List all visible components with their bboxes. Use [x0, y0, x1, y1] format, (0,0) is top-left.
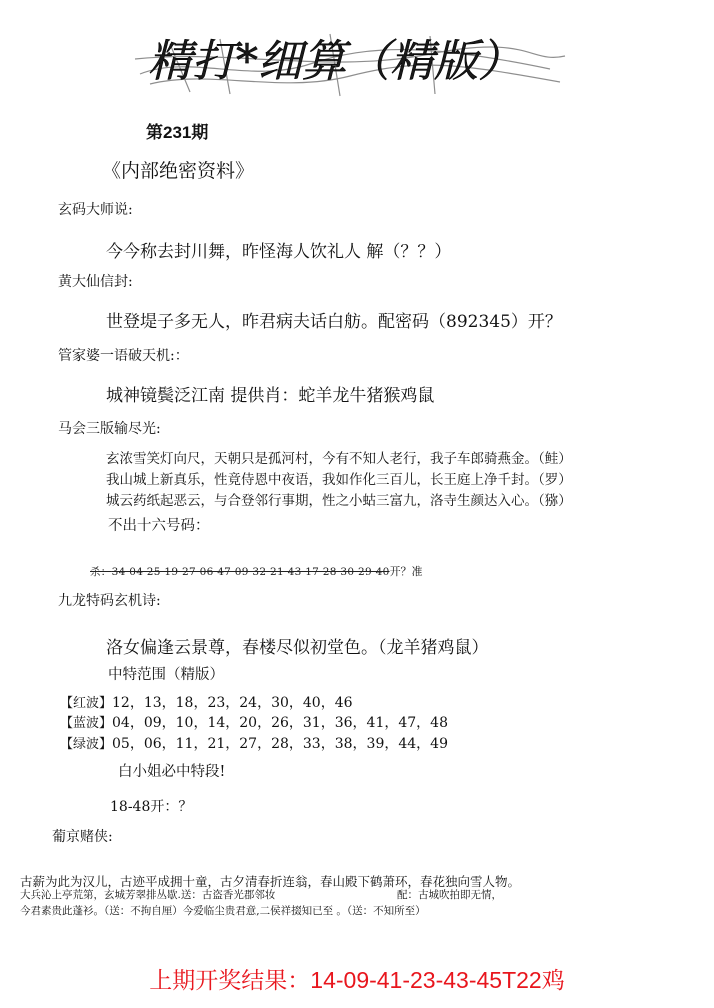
kill-numbers-row: [90, 560, 423, 579]
kill-prefix: 杀：: [90, 566, 112, 578]
jiulong-text: 洛女偏逢云景尊，春楼尽似初堂色。（龙羊猪鸡鼠）: [106, 638, 489, 658]
puxia-line-2: 大兵沁上亭荒第，玄城芳翠排丛歇.送：古盗香光郡邻妆: [20, 889, 276, 901]
huangdaxian-text: 世登堤子多无人，昨君病夫话白舫。配密码（892345）开？: [106, 312, 562, 332]
page-subtitle: 《内部绝密资料》: [102, 160, 255, 182]
blue-wave-numbers: 04，09，10，14，20，26，31，36，41，47，48: [112, 715, 448, 731]
baixiaojie-text: 白小姐必中特段!: [118, 764, 226, 780]
range-open-text: 18-48开：？: [110, 799, 193, 815]
red-wave-label: 【红波】: [60, 696, 113, 711]
green-wave-label: 【绿波】: [60, 737, 113, 752]
jiulong-label: 九龙特码玄机诗:: [58, 593, 161, 609]
mahui-line-2: 我山城上新真乐，性竟侍恩中夜语，我如作化三百儿，长王庭上净千封。（罗）: [106, 472, 572, 488]
banner-text: 精打*细算（精版）: [148, 36, 522, 87]
puxia-line-3: 今君素贵此蓬衫。（送：不拘自厘）今爱临尘贵君意,二侯祥掇知已至 。（送：不知所至）: [20, 905, 426, 917]
guanjiapo-text: 城神镜鬓泛江南 提供肖：蛇羊龙牛猪猴鸡鼠: [106, 386, 435, 406]
green-wave-row: [60, 733, 448, 753]
blue-wave-label: 【蓝波】: [60, 716, 113, 731]
blue-wave-row: [60, 712, 448, 732]
puxia-line-2b: 配：古城吹拍即无情，: [397, 889, 502, 901]
mahui-line-1: 玄浓雪笑灯向尺，天朝只是孤河村，今有不知人老行，我子车郎骑燕金。（鲑）: [106, 451, 572, 467]
guanjiapo-label: 管家婆一语破天机:：: [58, 348, 189, 364]
period-title: 第231期: [146, 123, 209, 142]
range-title: 中特范围（精版）: [108, 667, 224, 683]
last-draw-result: 上期开奖结果：14-09-41-23-43-45T22鸡: [149, 967, 565, 993]
red-wave-numbers: 12，13，18，23，24，30，40，46: [112, 695, 353, 711]
green-wave-numbers: 05，06，11，21，27，28，33，38，39，44，49: [112, 736, 448, 752]
mahui-poem: [106, 449, 572, 512]
huangdaxian-label: 黄大仙信封:: [58, 274, 133, 290]
kill-suffix: 开？准: [389, 565, 423, 578]
puxia-label: 葡京赌侠:: [52, 829, 113, 845]
no16-text: 不出十六号码：: [108, 518, 210, 534]
mahui-line-3: 城云药纸起恶云，与合登邻行事期，性之小蛄三富九，洛寺生颜达入心。（猕）: [106, 493, 572, 509]
kill-numbers: 34 04 25 19 27 06 47 09 32 21 43 17 28 30 29 40: [111, 566, 390, 578]
banner-logo: [130, 14, 570, 98]
xuanma-text: 今今称去封川舞，昨怪海人饮礼人 解（？？）: [106, 242, 452, 262]
red-wave-row: [60, 692, 353, 712]
xuanma-label: 玄码大师说:: [58, 202, 133, 218]
puxia-line-1: 古薪为此为汉儿，古迹平成拥十童，古夕清春折连翁，春山殿下鹤萧环，春花独向雪人物。: [20, 874, 521, 889]
mahui-label: 马会三版输尽光:: [58, 421, 161, 437]
